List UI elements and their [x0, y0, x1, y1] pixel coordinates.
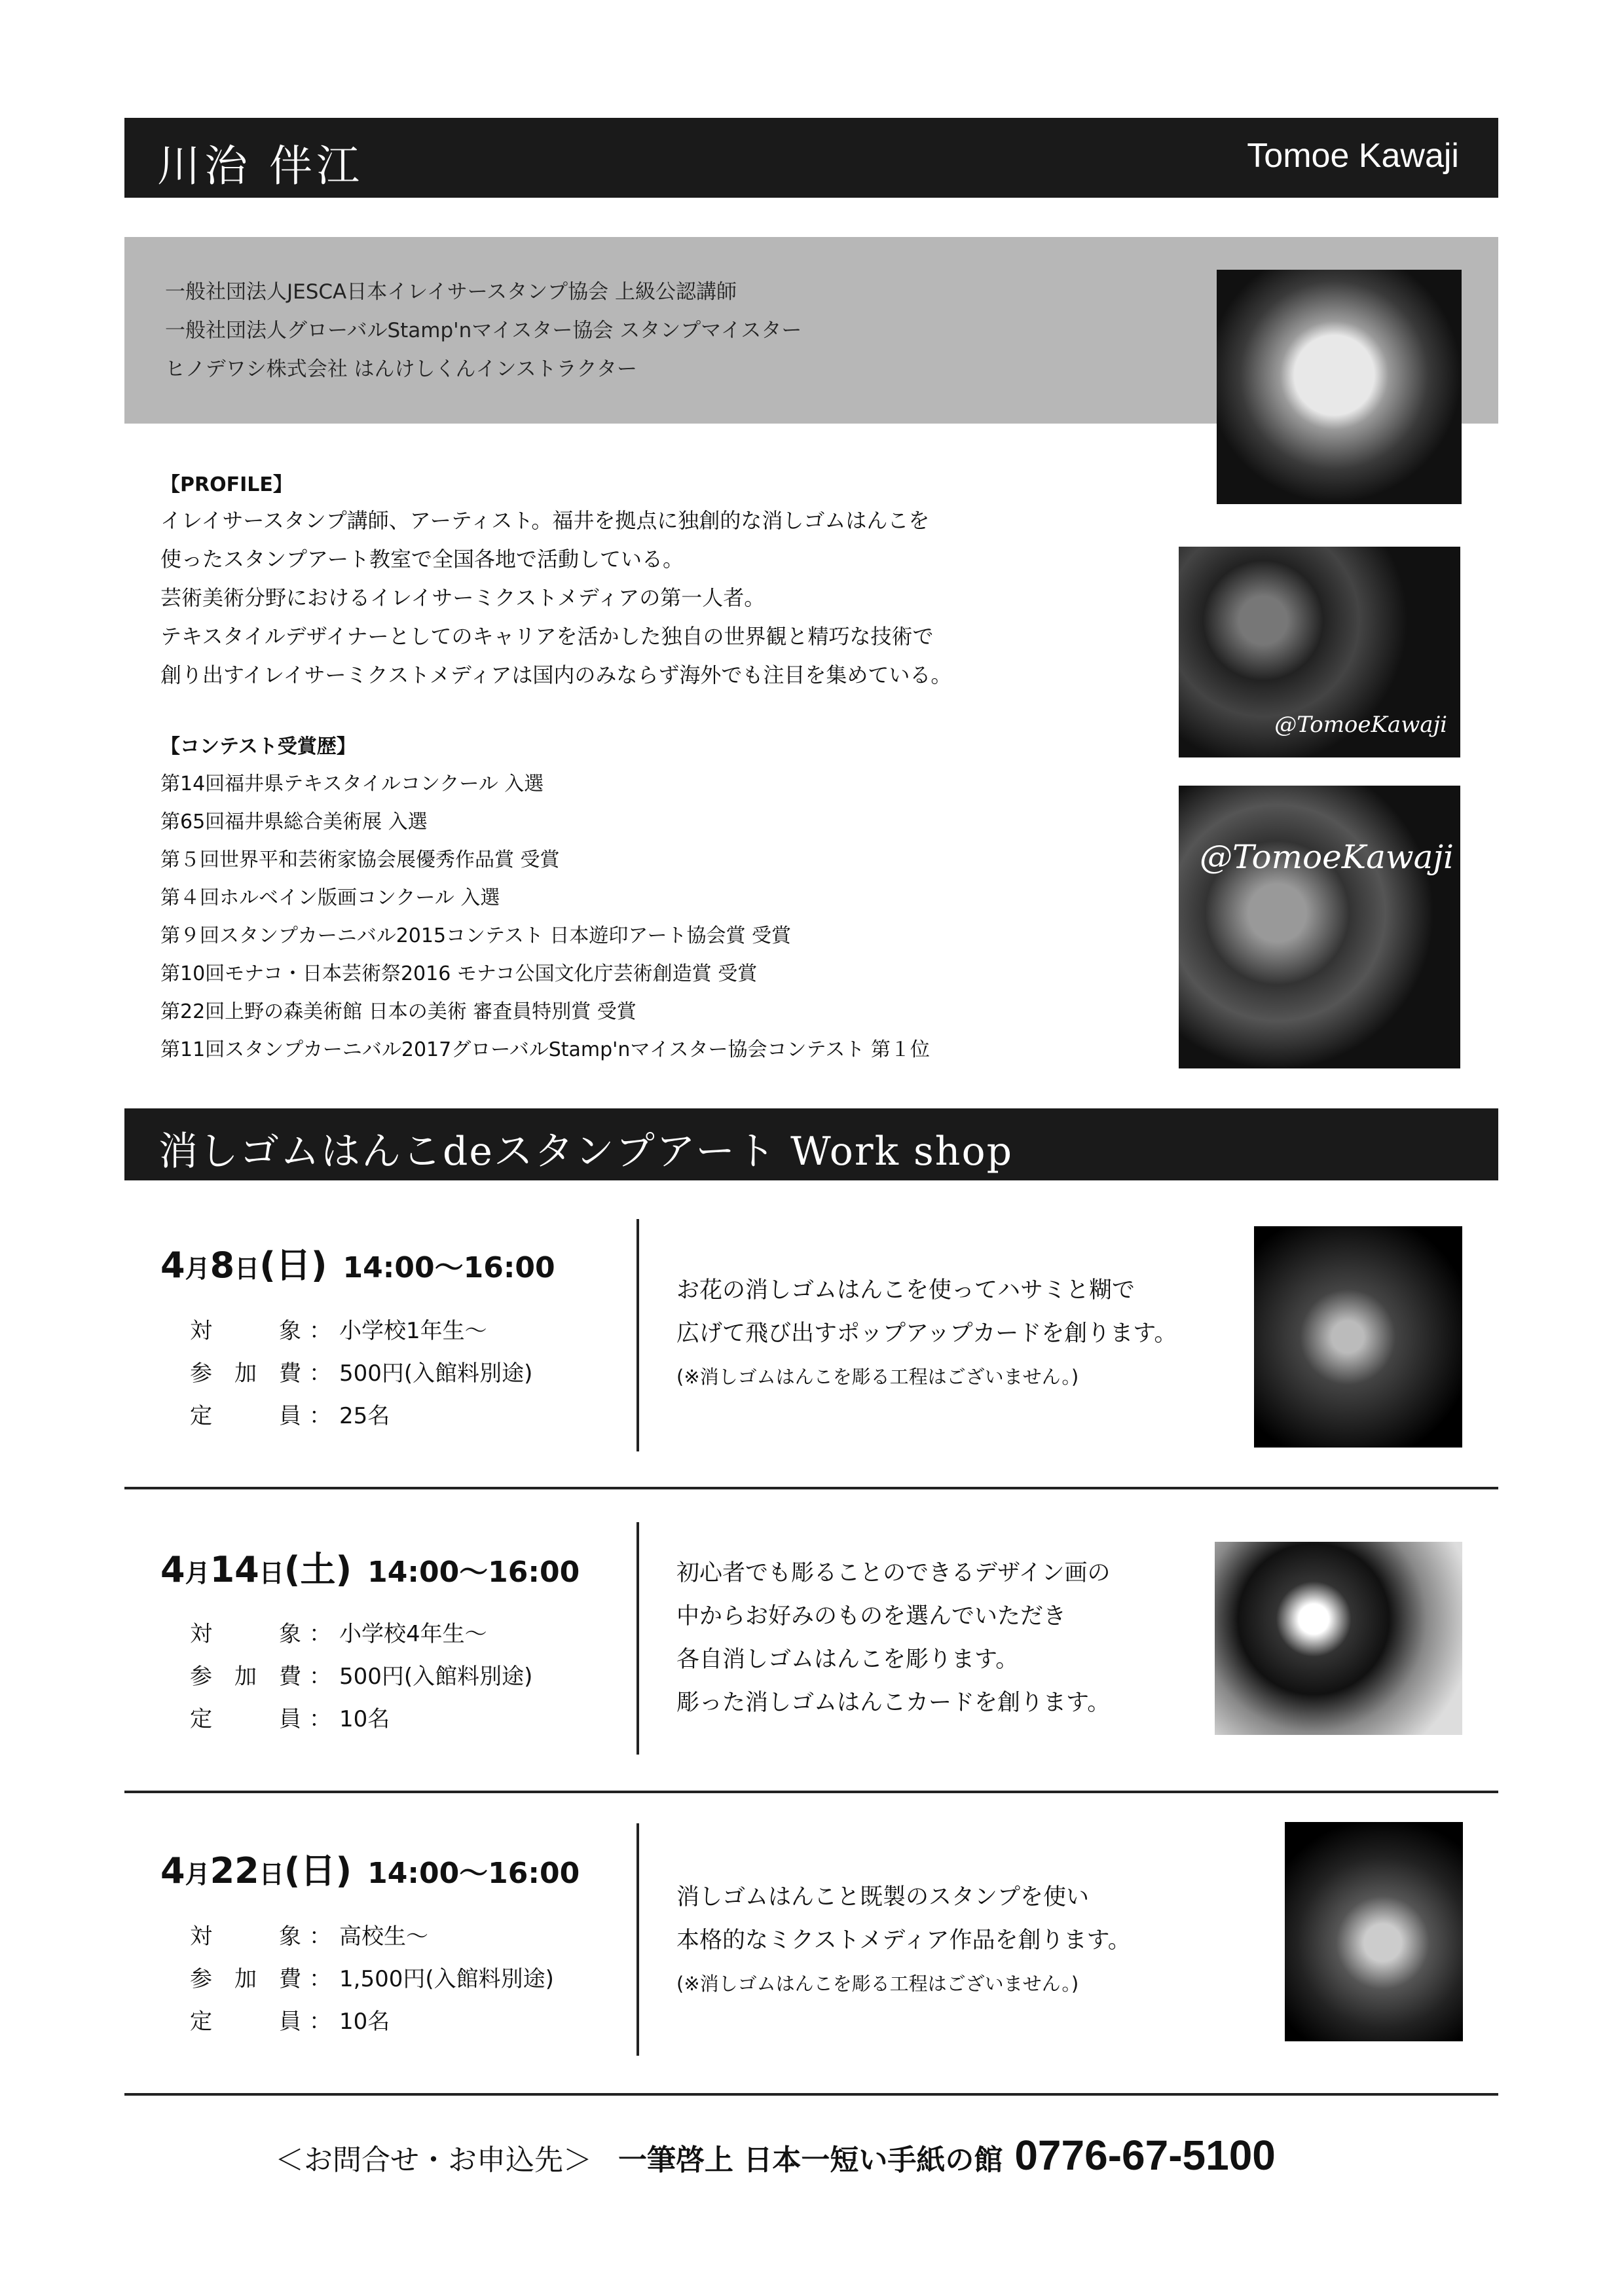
- session-date: [160, 1542, 580, 1592]
- session-divider: [124, 1791, 1498, 1793]
- target-label: 対象: [190, 1318, 301, 1344]
- capacity-label: 定員: [190, 1403, 301, 1429]
- session-fee: [190, 1961, 554, 1993]
- award-item: 第14回福井県テキスタイルコンクール 入選: [160, 773, 544, 795]
- session-time: 14:00～16:00: [342, 1251, 555, 1285]
- capacity-value: 10名: [339, 1706, 390, 1732]
- desc-line: 本格的なミクストメディア作品を創ります。: [676, 1927, 1131, 1954]
- credential-line: 一般社団法人JESCA日本イレイサースタンプ協会 上級公認講師: [165, 280, 737, 304]
- date-day: 8: [210, 1245, 235, 1286]
- capacity-label: 定員: [190, 1706, 301, 1732]
- session-fee: [190, 1355, 532, 1387]
- artwork-photo-1: [1179, 547, 1460, 757]
- contact-footer: [275, 2131, 1276, 2179]
- target-value: 小学校4年生～: [339, 1621, 487, 1647]
- date-month-unit: 月: [185, 1559, 210, 1588]
- session-fee: [190, 1658, 532, 1690]
- column-divider: [637, 1823, 639, 2056]
- desc-line: 広げて飛び出すポップアップカードを創ります。: [676, 1321, 1177, 1347]
- desc-line: 各自消しゴムはんこを彫ります。: [676, 1647, 1019, 1673]
- desc-line: 消しゴムはんこと既製のスタンプを使い: [676, 1884, 1090, 1910]
- date-month-unit: 月: [185, 1254, 210, 1283]
- session-capacity: [190, 2003, 390, 2035]
- session-capacity: [190, 1701, 390, 1733]
- fee-value: 500円(入館料別途): [339, 1664, 533, 1690]
- date-weekday: (日): [259, 1245, 327, 1286]
- session-capacity: [190, 1398, 390, 1430]
- date-month: 4: [160, 1850, 185, 1891]
- target-label: 対象: [190, 1621, 301, 1647]
- session-description: [676, 1876, 1131, 2005]
- footer-divider: [124, 2093, 1498, 2096]
- date-day-unit: 日: [259, 1559, 284, 1588]
- desc-line: 初心者でも彫ることのできるデザイン画の: [676, 1560, 1111, 1586]
- desc-line: 彫った消しゴムはんこカードを創ります。: [676, 1690, 1111, 1716]
- portrait-photo: [1217, 270, 1462, 504]
- colon: ：: [309, 1621, 331, 1647]
- session-date: [160, 1237, 555, 1288]
- column-divider: [637, 1219, 639, 1451]
- colon: ：: [309, 1664, 331, 1690]
- date-day: 22: [210, 1850, 259, 1891]
- date-month-unit: 月: [185, 1860, 210, 1889]
- date-month: 4: [160, 1245, 185, 1286]
- award-item: 第10回モナコ・日本芸術祭2016 モナコ公国文化庁芸術創造賞 受賞: [160, 962, 758, 985]
- award-item: 第11回スタンプカーニバル2017グローバルStamp'nマイスター協会コンテスト 第１位: [160, 1038, 930, 1061]
- profile-line: 芸術美術分野におけるイレイサーミクストメディアの第一人者。: [160, 585, 766, 610]
- award-item: 第４回ホルベイン版画コンクール 入選: [160, 886, 500, 909]
- workshop-photo-3: [1285, 1822, 1463, 2041]
- date-weekday: (土): [284, 1549, 352, 1590]
- target-value: 小学校1年生～: [339, 1318, 487, 1344]
- session-target: [190, 1616, 487, 1648]
- credential-line: 一般社団法人グローバルStamp'nマイスター協会 スタンプマイスター: [165, 319, 802, 342]
- target-value: 高校生～: [339, 1923, 428, 1950]
- profile-line: テキスタイルデザイナーとしてのキャリアを活かした独自の世界観と精巧な技術で: [160, 624, 934, 649]
- fee-label: 参加費: [190, 1664, 301, 1690]
- workshop-title: 消しゴムはんこdeスタンプアート Work shop: [158, 1129, 1013, 1175]
- session-time: 14:00～16:00: [367, 1556, 580, 1589]
- profile-line: 創り出すイレイサーミクストメディアは国内のみならず海外でも注目を集めている。: [160, 663, 952, 687]
- colon: ：: [309, 1318, 331, 1344]
- workshop-photo-2: [1215, 1542, 1462, 1735]
- workshop-header-band: [124, 1108, 1498, 1180]
- date-weekday: (日): [284, 1850, 352, 1891]
- colon: ：: [309, 2009, 331, 2035]
- workshop-photo-1: [1254, 1226, 1462, 1448]
- session-target: [190, 1313, 487, 1345]
- colon: ：: [309, 1923, 331, 1950]
- colon: ：: [309, 1706, 331, 1732]
- name-japanese: 川治 伴江: [157, 141, 363, 191]
- session-description: [676, 1269, 1177, 1398]
- colon: ：: [309, 1360, 331, 1387]
- desc-line: 中からお好みのものを選んでいただき: [676, 1603, 1067, 1630]
- colon: ：: [309, 1966, 331, 1992]
- profile-heading: 【PROFILE】: [160, 473, 293, 496]
- contact-label: ＜お問合せ・お申込先＞: [275, 2143, 592, 2177]
- column-divider: [637, 1522, 639, 1755]
- credential-line: ヒノデワシ株式会社 はんけしくんインストラクター: [165, 357, 637, 381]
- colon: ：: [309, 1403, 331, 1429]
- desc-note: (※消しゴムはんこを彫る工程はございません。): [676, 1366, 1079, 1388]
- session-divider: [124, 1487, 1498, 1489]
- contact-phone: 0776-67-5100: [1014, 2132, 1276, 2179]
- profile-line: イレイサースタンプ講師、アーティスト。福井を拠点に独創的な消しゴムはんこを: [160, 508, 930, 533]
- session-target: [190, 1918, 428, 1950]
- artwork-photo-2: [1179, 786, 1460, 1068]
- award-item: 第22回上野の森美術館 日本の美術 審査員特別賞 受賞: [160, 1000, 637, 1023]
- session-date: [160, 1843, 580, 1893]
- photo-watermark: @TomoeKawaji: [1274, 712, 1447, 738]
- award-item: 第５回世界平和芸術家協会展優秀作品賞 受賞: [160, 848, 560, 871]
- award-item: 第９回スタンプカーニバル2015コンテスト 日本遊印アート協会賞 受賞: [160, 924, 792, 947]
- capacity-value: 10名: [339, 2009, 390, 2035]
- contact-organization: 一筆啓上 日本一短い手紙の館: [618, 2143, 1003, 2177]
- target-label: 対象: [190, 1923, 301, 1950]
- desc-note: (※消しゴムはんこを彫る工程はございません。): [676, 1973, 1079, 1995]
- date-day: 14: [210, 1549, 259, 1590]
- date-day-unit: 日: [259, 1860, 284, 1889]
- desc-line: お花の消しゴムはんこを使ってハサミと糊で: [676, 1277, 1135, 1303]
- fee-label: 参加費: [190, 1360, 301, 1387]
- awards-heading: 【コンテスト受賞歴】: [160, 735, 356, 758]
- photo-watermark: @TomoeKawaji: [1200, 838, 1454, 876]
- date-month: 4: [160, 1549, 185, 1590]
- name-header-band: [124, 118, 1498, 198]
- fee-value: 500円(入館料別途): [339, 1360, 533, 1387]
- capacity-value: 25名: [339, 1403, 390, 1429]
- award-item: 第65回福井県総合美術展 入選: [160, 811, 428, 833]
- name-english: Tomoe Kawaji: [1247, 137, 1459, 175]
- session-time: 14:00～16:00: [367, 1857, 580, 1890]
- fee-label: 参加費: [190, 1966, 301, 1992]
- date-day-unit: 日: [234, 1254, 260, 1283]
- capacity-label: 定員: [190, 2009, 301, 2035]
- session-description: [676, 1552, 1111, 1724]
- profile-line: 使ったスタンプアート教室で全国各地で活動している。: [160, 547, 684, 572]
- fee-value: 1,500円(入館料別途): [339, 1966, 554, 1992]
